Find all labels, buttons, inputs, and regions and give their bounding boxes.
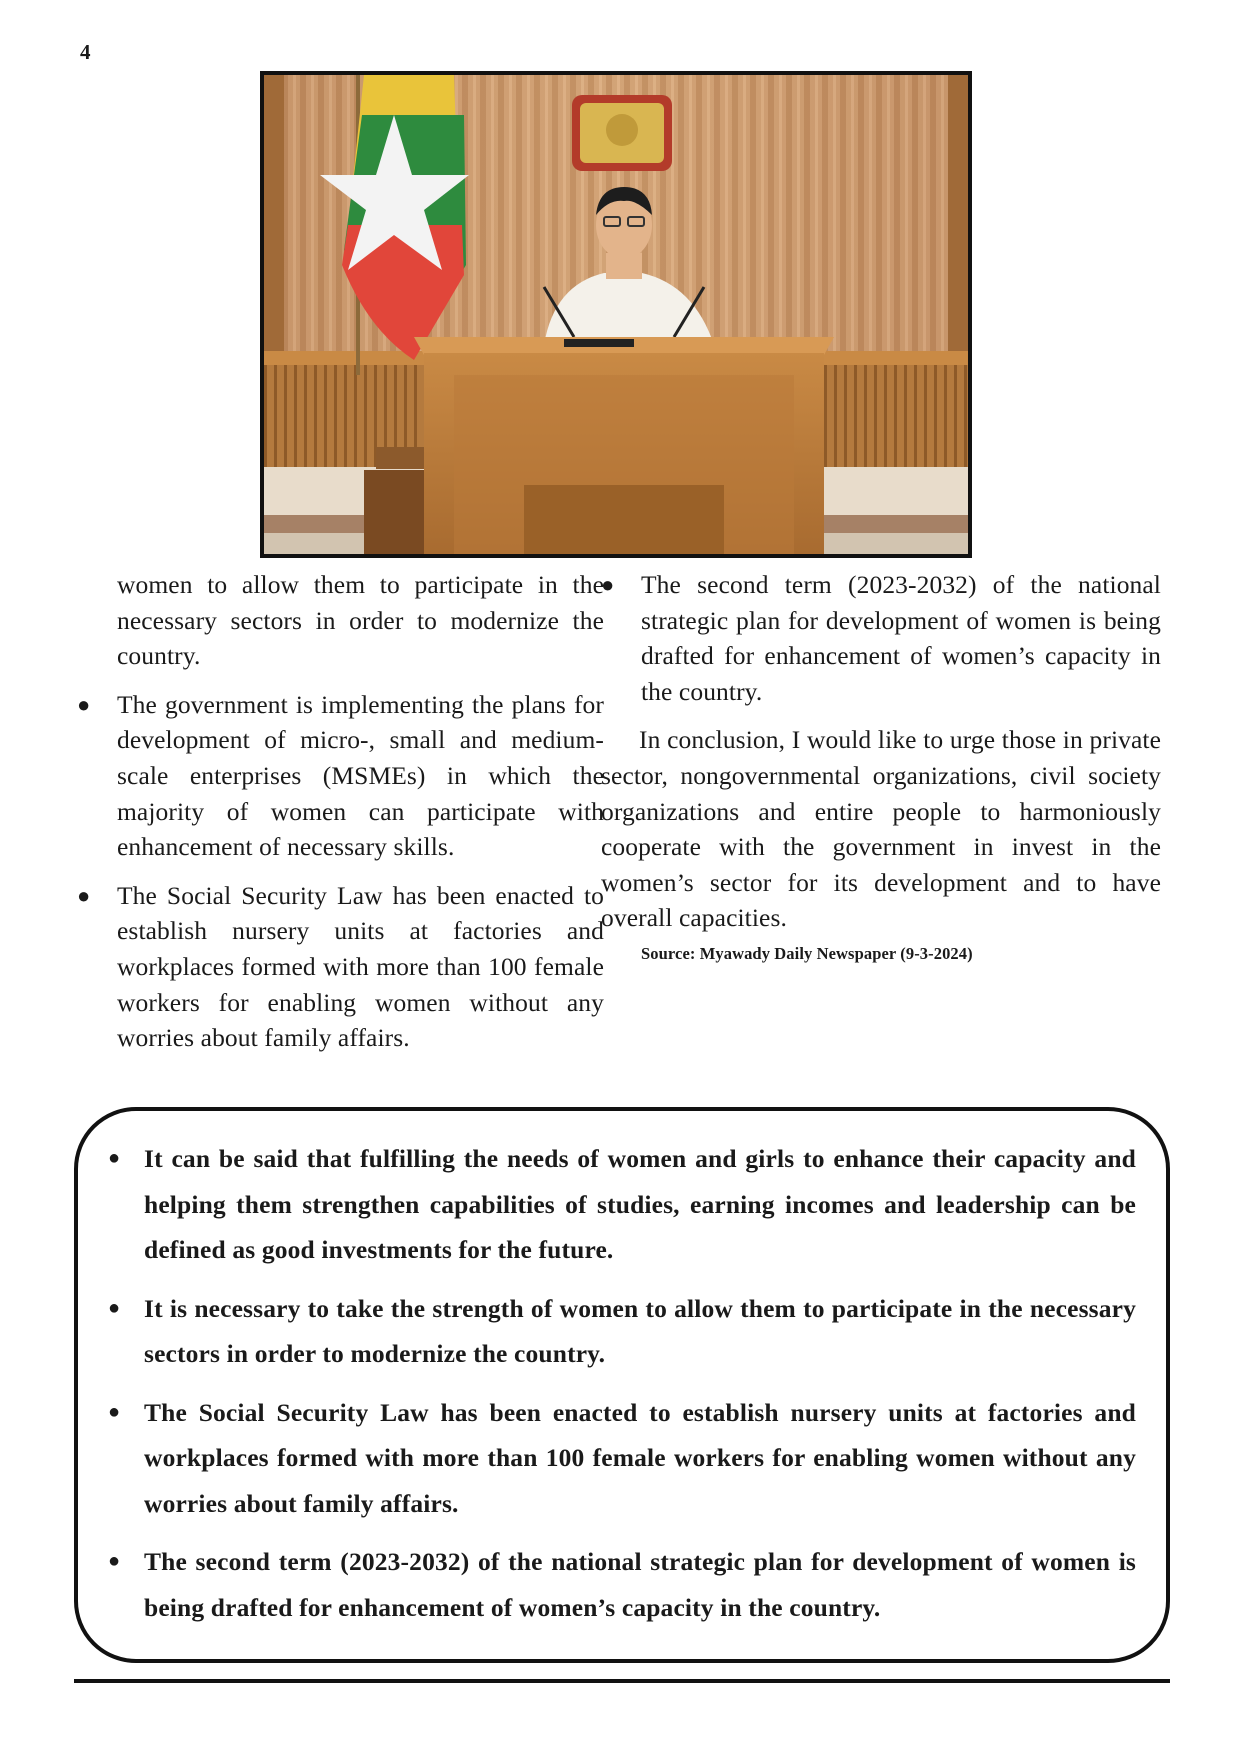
- bullet-icon: ●: [108, 1400, 121, 1423]
- key-point-text: The Social Security Law has been enacted to establish nursery units at factories and workplaces formed with more than 100 female workers for enabling women without any worries about family affairs.: [144, 1397, 1136, 1518]
- bullet-icon: ●: [601, 572, 615, 597]
- speaker-photo: [260, 71, 972, 558]
- bullet-icon: ●: [108, 1550, 121, 1572]
- continued-paragraph: women to allow them to participate in the necessary sectors in order to modernize the country.: [117, 570, 604, 671]
- key-point-item: [108, 1136, 1136, 1273]
- bullet-icon: ●: [108, 1296, 121, 1319]
- source-citation: Source: Myawady Daily Newspaper (9-3-2024): [641, 943, 973, 963]
- bullet-icon: ●: [77, 691, 91, 717]
- list-item-text: The government is implementing the plans for development of micro-, small and medium-scale enterprises (MSMEs) in which the majority of women can participate with enhancement of necessary skills.: [117, 689, 604, 862]
- key-points-box: [74, 1107, 1170, 1663]
- key-point-item: [108, 1539, 1136, 1630]
- key-point-item: [108, 1286, 1136, 1377]
- list-item: [77, 687, 604, 865]
- bullet-icon: ●: [108, 1147, 121, 1169]
- key-point-text: It can be said that fulfilling the needs of women and girls to enhance their capacity and helping them strengthen capabilities of studies, earning incomes and leadership can be defined as good investments for the future.: [144, 1144, 1136, 1264]
- key-point-text: The second term (2023-2032) of the national strategic plan for development of women is being drafted for enhancement of women’s capacity in the country.: [144, 1547, 1136, 1622]
- footer-divider: [74, 1679, 1170, 1683]
- list-item-text: The second term (2023-2032) of the national strategic plan for development of women is being drafted for enhancement of women’s capacity in the country.: [641, 570, 1161, 706]
- list-item: [601, 567, 1161, 709]
- page-number: 4: [80, 40, 91, 64]
- left-text-column: [77, 567, 604, 1056]
- conclusion-paragraph: In conclusion, I would like to urge those in private sector, nongovernmental organizations, civil society organizations and entire people to harmoniously cooperate with the government in invest in the women’s sector for its development and to have overall capacities.: [601, 725, 1161, 933]
- bullet-icon: ●: [77, 882, 91, 908]
- list-item-text: The Social Security Law has been enacted to establish nursery units at factories and workplaces formed with more than 100 female workers for enabling women without any worries about family affairs.: [117, 880, 604, 1053]
- right-text-column: [601, 567, 1161, 972]
- key-point-item: [108, 1390, 1136, 1527]
- key-point-text: It is necessary to take the strength of women to allow them to participate in the necessary sectors in order to modernize the country.: [144, 1293, 1136, 1368]
- podium-scene-illustration: [264, 75, 968, 554]
- list-item: [77, 878, 604, 1056]
